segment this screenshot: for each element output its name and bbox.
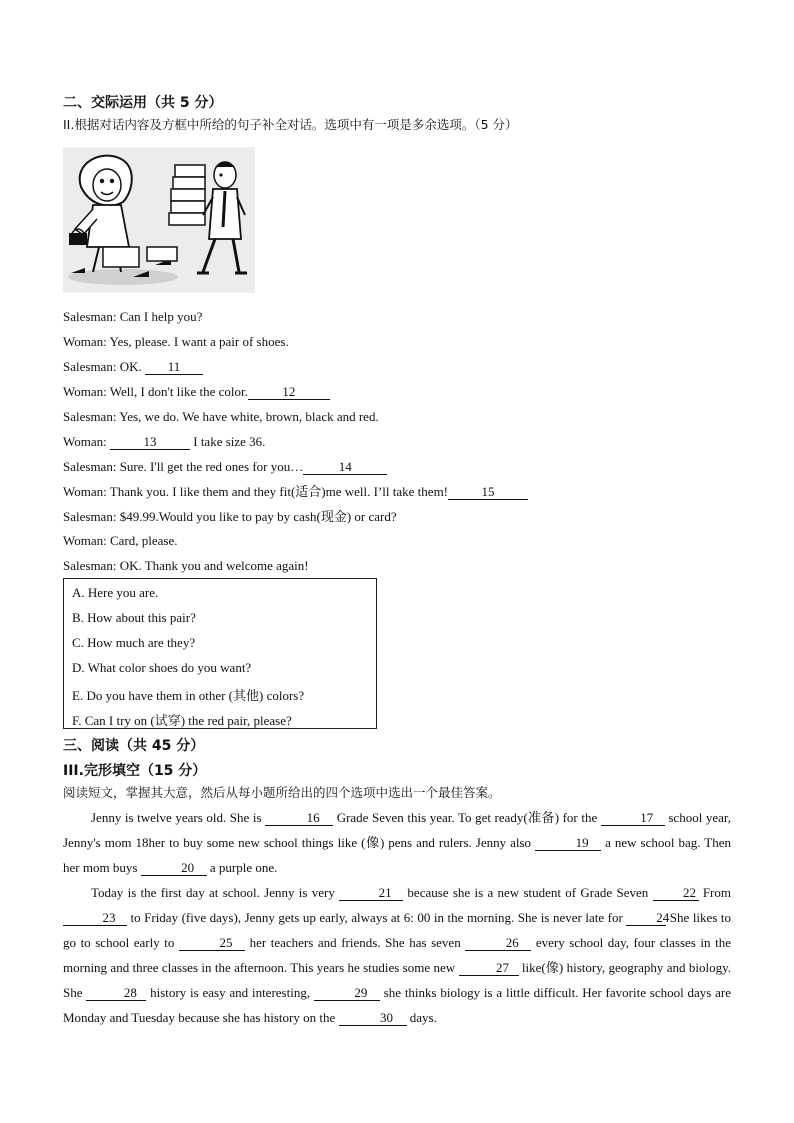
dialogue-line bbox=[63, 484, 528, 500]
answer-blank-11[interactable]: 11 bbox=[145, 360, 203, 375]
option-c: C. How much are they? bbox=[72, 635, 196, 650]
dialogue-text: Yes, we do. We have white, brown, black and red. bbox=[116, 409, 379, 424]
passage-text: Today is the first day at school. Jenny is very bbox=[91, 885, 340, 900]
dialogue-text: I take size 36. bbox=[189, 434, 266, 449]
answer-blank-26[interactable]: 26 bbox=[465, 936, 531, 951]
passage-text: a new school bag. Then her mom buys bbox=[63, 835, 732, 875]
passage-text: school year, Jenny's mom 18her to buy some new school things like (像) pens and rulers. Jenny also bbox=[63, 810, 731, 850]
dialogue-line bbox=[63, 359, 203, 375]
dialogue-line bbox=[63, 434, 265, 450]
answer-blank-28[interactable]: 28 bbox=[86, 986, 146, 1001]
answer-blank-20[interactable]: 20 bbox=[141, 861, 207, 876]
speaker: Woman: bbox=[63, 434, 107, 449]
option-e: E. Do you have them in other (其他) colors? bbox=[72, 688, 305, 703]
dialogue-text: Well, I don't like the color. bbox=[106, 384, 248, 399]
speaker: Salesman: bbox=[63, 459, 117, 474]
section3-heading: 三、阅读（共 45 分） bbox=[63, 738, 205, 754]
passage-text: to Friday (five days), Jenny gets up early, always at 6: 00 in the morning. She is never late for bbox=[127, 910, 627, 925]
passage-text: every school day, four classes in the morning and three classes in the afternoon. This years he studies some new bbox=[63, 935, 731, 975]
dialogue-text: Sure. I'll get the red ones for you… bbox=[116, 459, 304, 474]
options-box bbox=[63, 578, 377, 729]
dialogue-text: OK. Thank you and welcome again! bbox=[116, 558, 309, 573]
answer-blank-29[interactable]: 29 bbox=[314, 986, 380, 1001]
speaker: Woman: bbox=[63, 384, 107, 399]
dialogue-line bbox=[63, 384, 330, 400]
section3-instruction: 阅读短文，掌握其大意，然后从每小题所给出的四个选项中选出一个最佳答案。 bbox=[63, 785, 501, 800]
passage-text: Jenny is twelve years old. She is bbox=[91, 810, 266, 825]
answer-blank-12[interactable]: 12 bbox=[248, 385, 330, 400]
answer-blank-15[interactable]: 15 bbox=[448, 485, 528, 500]
answer-blank-22[interactable]: 22 bbox=[653, 886, 699, 901]
speaker: Salesman: bbox=[63, 558, 117, 573]
option-f: F. Can I try on (试穿) the red pair, please? bbox=[72, 713, 292, 728]
dialogue-line bbox=[63, 459, 387, 475]
dialogue-line bbox=[63, 334, 289, 350]
passage-paragraph-2 bbox=[63, 880, 731, 1030]
passage-text: days. bbox=[406, 1010, 437, 1025]
passage-paragraph-1 bbox=[63, 805, 731, 880]
passage-text: because she is a new student of Grade Seven bbox=[403, 885, 653, 900]
dialogue-text: $49.99.Would you like to pay by cash(现金) or card? bbox=[116, 509, 397, 524]
speaker: Salesman: bbox=[63, 309, 117, 324]
speaker: Woman: bbox=[63, 533, 107, 548]
speaker: Salesman: bbox=[63, 509, 117, 524]
dialogue-text: Thank you. I like them and they fit(适合)me well. I’ll take them! bbox=[106, 484, 449, 499]
answer-blank-19[interactable]: 19 bbox=[535, 836, 601, 851]
answer-blank-16[interactable]: 16 bbox=[265, 811, 333, 826]
option-b: B. How about this pair? bbox=[72, 610, 196, 625]
speaker: Salesman: bbox=[63, 409, 117, 424]
option-d: D. What color shoes do you want? bbox=[72, 660, 252, 675]
dialogue-line bbox=[63, 533, 178, 549]
passage-text: she thinks biology is a little difficult. Her favorite school days are Monday and Tuesday because she has history on the bbox=[63, 985, 732, 1025]
answer-blank-27[interactable]: 27 bbox=[459, 961, 519, 976]
passage-text: Grade Seven this year. To get ready(准备) for the bbox=[333, 810, 601, 825]
passage-text: history is easy and interesting, bbox=[146, 985, 314, 1000]
passage-text: her teachers and friends. She has seven bbox=[245, 935, 466, 950]
shoe-shop-illustration bbox=[63, 147, 255, 293]
answer-blank-30[interactable]: 30 bbox=[339, 1011, 407, 1026]
answer-blank-24[interactable]: 24 bbox=[626, 911, 666, 926]
section2-instruction: II.根据对话内容及方框中所给的句子补全对话。选项中有一项是多余选项。（5 分） bbox=[63, 117, 518, 132]
dialogue-line bbox=[63, 309, 202, 325]
dialogue-line bbox=[63, 509, 397, 525]
option-a: A. Here you are. bbox=[72, 585, 159, 600]
answer-blank-17[interactable]: 17 bbox=[601, 811, 665, 826]
speaker: Salesman: bbox=[63, 359, 117, 374]
answer-blank-21[interactable]: 21 bbox=[339, 886, 403, 901]
passage-text: a purple one. bbox=[206, 860, 278, 875]
dialogue-text: Card, please. bbox=[106, 533, 178, 548]
speaker: Woman: bbox=[63, 484, 107, 499]
passage-text: She likes to go to school early to bbox=[63, 910, 732, 950]
passage-text: From bbox=[698, 885, 731, 900]
answer-blank-13[interactable]: 13 bbox=[110, 435, 190, 450]
answer-blank-25[interactable]: 25 bbox=[179, 936, 245, 951]
passage-text: like(像) history, geography and biology. She bbox=[63, 960, 731, 1000]
section2-heading: 二、交际运用（共 5 分） bbox=[63, 95, 223, 111]
dialogue-line bbox=[63, 409, 379, 425]
speaker: Woman: bbox=[63, 334, 107, 349]
dialogue-line bbox=[63, 558, 309, 574]
dialogue-text: OK. bbox=[116, 359, 145, 374]
answer-blank-14[interactable]: 14 bbox=[303, 460, 387, 475]
dialogue-text: Yes, please. I want a pair of shoes. bbox=[106, 334, 289, 349]
dialogue-text: Can I help you? bbox=[116, 309, 203, 324]
section3-subheading: III.完形填空（15 分） bbox=[63, 763, 207, 779]
answer-blank-23[interactable]: 23 bbox=[63, 911, 127, 926]
